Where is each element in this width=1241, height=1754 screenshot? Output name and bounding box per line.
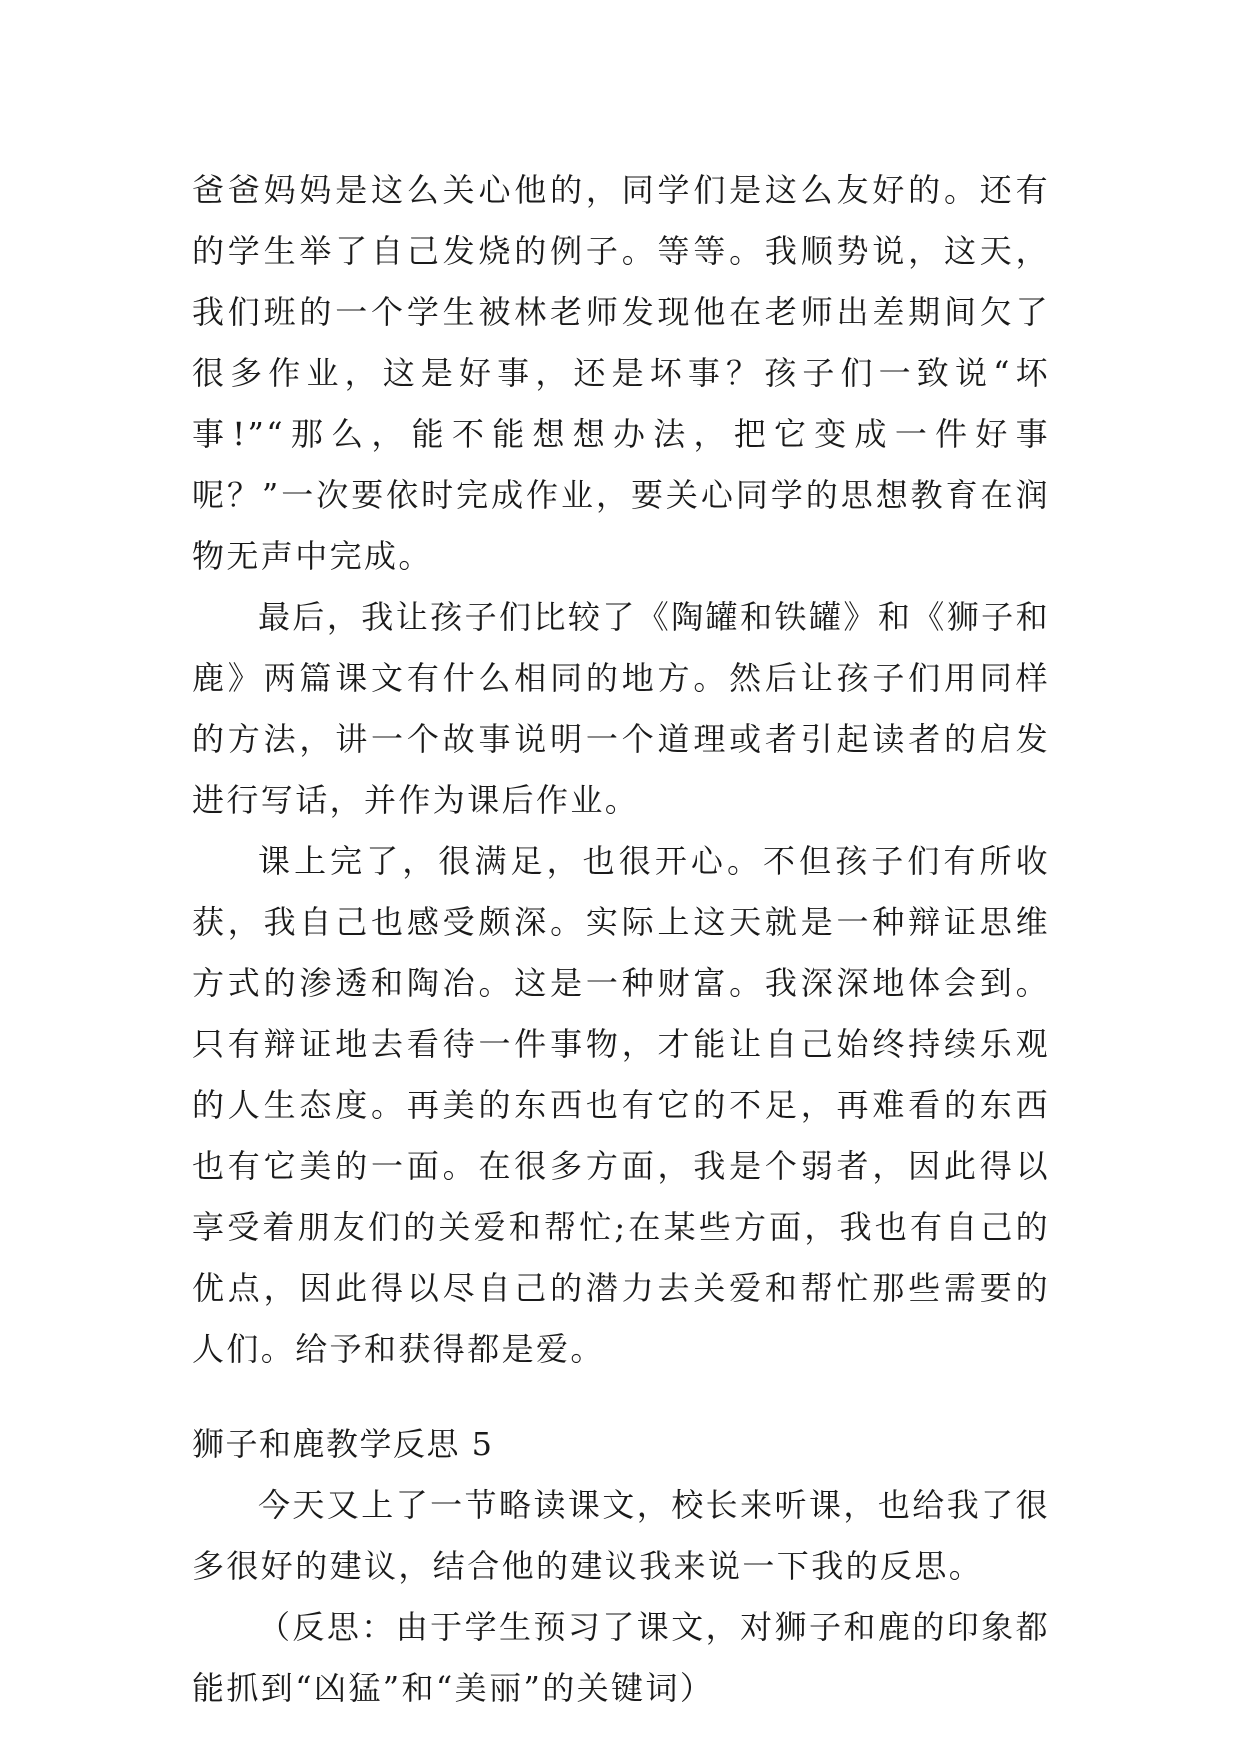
paragraph-comparison-homework: 最后，我让孩子们比较了《陶罐和铁罐》和《狮子和鹿》两篇课文有什么相同的地方。然后让孩子们用同样的方法，讲一个故事说明一个道理或者引起读者的启发进行写话，并作为课后作业。 — [192, 598, 1050, 819]
paragraph-continuation: 爸爸妈妈是这么关心他的，同学们是这么友好的。还有的学生举了自己发烧的例子。等等。我顺势说，这天，我们班的一个学生被林老师发现他在老师出差期间欠了很多作业，这是好事，还是坏事？孩子们一致说“坏事!”“那么，能不能想想办法，把它变成一件好事呢？”一次要依时完成作业，要关心同学的思想教育在润物无声中完成。 — [192, 171, 1050, 575]
document-body — [192, 160, 1050, 1719]
paragraph-section-reflection-note: （反思：由于学生预习了课文，对狮子和鹿的印象都能抓到“凶猛”和“美丽”的关键词） — [192, 1608, 1050, 1707]
paragraph-reflection-summary: 课上完了，很满足，也很开心。不但孩子们有所收获，我自己也感受颇深。实际上这天就是一种辩证思维方式的渗透和陶冶。这是一种财富。我深深地体会到。只有辩证地去看待一件事物，才能让自己始终持续乐观的人生态度。再美的东西也有它的不足，再难看的东西也有它美的一面。在很多方面，我是个弱者，因此得以享受着朋友们的关爱和帮忙;在某些方面，我也有自己的优点，因此得以尽自己的潜力去关爱和帮忙那些需要的人们。给予和获得都是爱。 — [192, 842, 1050, 1368]
section-title: 狮子和鹿教学反思 5 — [192, 1425, 494, 1463]
paragraph-section-intro: 今天又上了一节略读课文，校长来听课，也给我了很多很好的建议，结合他的建议我来说一下我的反思。 — [192, 1486, 1050, 1585]
